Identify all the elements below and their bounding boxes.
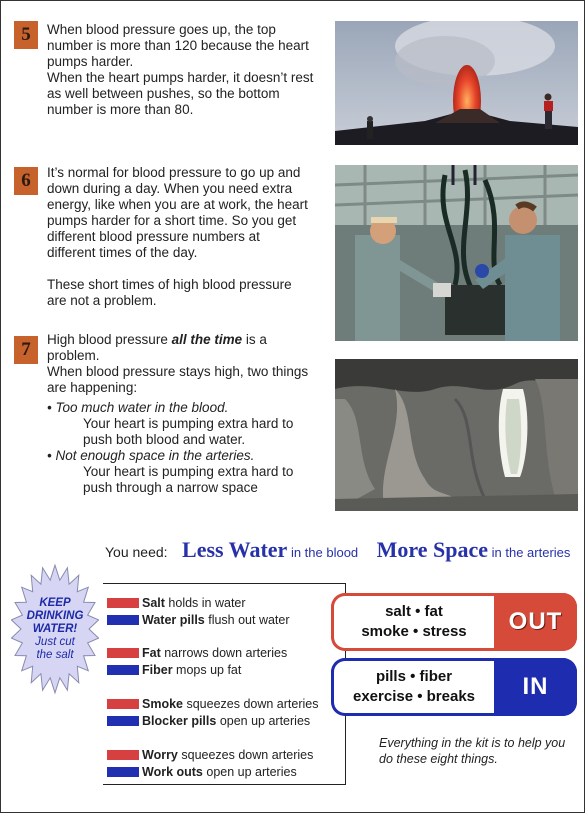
step-number-6: 6 xyxy=(14,167,38,195)
pair-3-red-text: squeezes down arteries xyxy=(183,697,319,711)
in-pill xyxy=(331,658,577,716)
pair-1-blue xyxy=(107,612,290,628)
out-pill xyxy=(331,593,577,651)
kit-note: Everything in the kit is to help you do these eight things. xyxy=(379,736,566,766)
you-need-label: You need: xyxy=(105,544,168,560)
step-number-7: 7 xyxy=(14,336,38,364)
step6-paragraph-2: These short times of high blood pressure are not a problem. xyxy=(47,277,292,308)
water-pills-term: Water pills xyxy=(142,613,205,627)
step7-paragraph-1 xyxy=(47,332,317,364)
pair-3-red xyxy=(107,696,319,712)
step7-p1-emphasis: all the time xyxy=(171,332,243,347)
pair-1-red-text: holds in water xyxy=(164,596,246,610)
less-water-heading: Less Water xyxy=(182,537,288,562)
step7-text xyxy=(47,332,317,496)
smoke-term: Smoke xyxy=(142,697,183,711)
keep-drinking-water-starburst xyxy=(11,563,99,695)
starburst-line-2: DRINKING xyxy=(26,610,84,622)
pair-2-blue xyxy=(107,662,241,678)
out-line-2: smoke • stress xyxy=(361,623,467,640)
out-pill-items xyxy=(331,593,494,651)
pair-4-red xyxy=(107,747,313,763)
cave-photo xyxy=(335,359,578,511)
in-the-blood-label: in the blood xyxy=(287,545,359,560)
out-line-1: salt • fat xyxy=(385,603,443,620)
starburst-text xyxy=(11,597,99,662)
step5-text xyxy=(47,22,317,118)
pair-2-red-text: narrows down arteries xyxy=(160,646,288,660)
step6-text xyxy=(47,165,312,309)
step-number-5: 5 xyxy=(14,21,38,49)
in-line-1: pills • fiber xyxy=(375,668,453,685)
more-space-heading: More Space xyxy=(376,537,489,562)
blue-bar xyxy=(107,767,139,777)
work-outs-term: Work outs xyxy=(142,765,203,779)
bullet-too-much-water: • Too much water in the blood. xyxy=(47,400,229,415)
step7-p1-end: is a problem. xyxy=(47,332,267,363)
pair-2-blue-text: mops up fat xyxy=(172,663,242,677)
red-bar xyxy=(107,750,139,760)
cave-image xyxy=(335,359,578,511)
starburst-line-1: KEEP xyxy=(39,597,71,609)
starburst-line-5: the salt xyxy=(36,649,74,661)
step6-paragraph-1: It’s normal for blood pressure to go up and down during a day. When you need extra energy, like when you are at work, the heart pumps harder for a short time. So you get different blood pressure numbers at different times of the day. xyxy=(47,165,308,260)
fiber-term: Fiber xyxy=(142,663,173,677)
blocker-pills-term: Blocker pills xyxy=(142,714,217,728)
red-bar xyxy=(107,699,139,709)
volcano-image xyxy=(335,21,578,145)
blue-bar xyxy=(107,615,139,625)
pair-3-blue-text: open up arteries xyxy=(216,714,311,728)
pair-1-red xyxy=(107,595,246,611)
pair-4-blue-text: open up arteries xyxy=(202,765,297,779)
fat-term: Fat xyxy=(142,646,161,660)
bullet-2-detail: Your heart is pumping extra hard to push through a narrow space xyxy=(83,464,294,495)
step5-paragraph-2: When the heart pumps harder, it doesn’t rest as well between pushes, so the bottom number is more than 80. xyxy=(47,70,314,117)
in-tag: IN xyxy=(494,658,577,716)
factory-workers-photo xyxy=(335,165,578,341)
pair-4-red-text: squeezes down arteries xyxy=(177,748,314,762)
bullet-1-detail: Your heart is pumping extra hard to push both blood and water. xyxy=(83,416,294,447)
pair-3-blue xyxy=(107,713,310,729)
starburst-line-3: WATER! xyxy=(32,623,78,635)
in-line-2: exercise • breaks xyxy=(352,688,475,705)
factory-image xyxy=(335,165,578,341)
step5-paragraph-1: When blood pressure goes up, the top number is more than 120 because the heart pumps harder. xyxy=(47,22,309,69)
salt-term: Salt xyxy=(142,596,165,610)
starburst-line-4: Just cut xyxy=(35,636,75,648)
volcano-photo xyxy=(335,21,578,145)
step7-paragraph-2: When blood pressure stays high, two things are happening: xyxy=(47,364,309,395)
pair-2-red xyxy=(107,645,287,661)
you-need-line xyxy=(105,537,570,563)
pair-1-blue-text: flush out water xyxy=(204,613,290,627)
blue-bar xyxy=(107,665,139,675)
in-the-arteries-label: in the arteries xyxy=(488,545,571,560)
red-bar xyxy=(107,598,139,608)
in-pill-items xyxy=(331,658,494,716)
blue-bar xyxy=(107,716,139,726)
red-bar xyxy=(107,648,139,658)
worry-term: Worry xyxy=(142,748,178,762)
pair-4-blue xyxy=(107,764,297,780)
out-tag: OUT xyxy=(494,593,577,651)
step7-p1-start: High blood pressure xyxy=(47,332,172,347)
bullet-not-enough-space: • Not enough space in the arteries. xyxy=(47,448,255,463)
